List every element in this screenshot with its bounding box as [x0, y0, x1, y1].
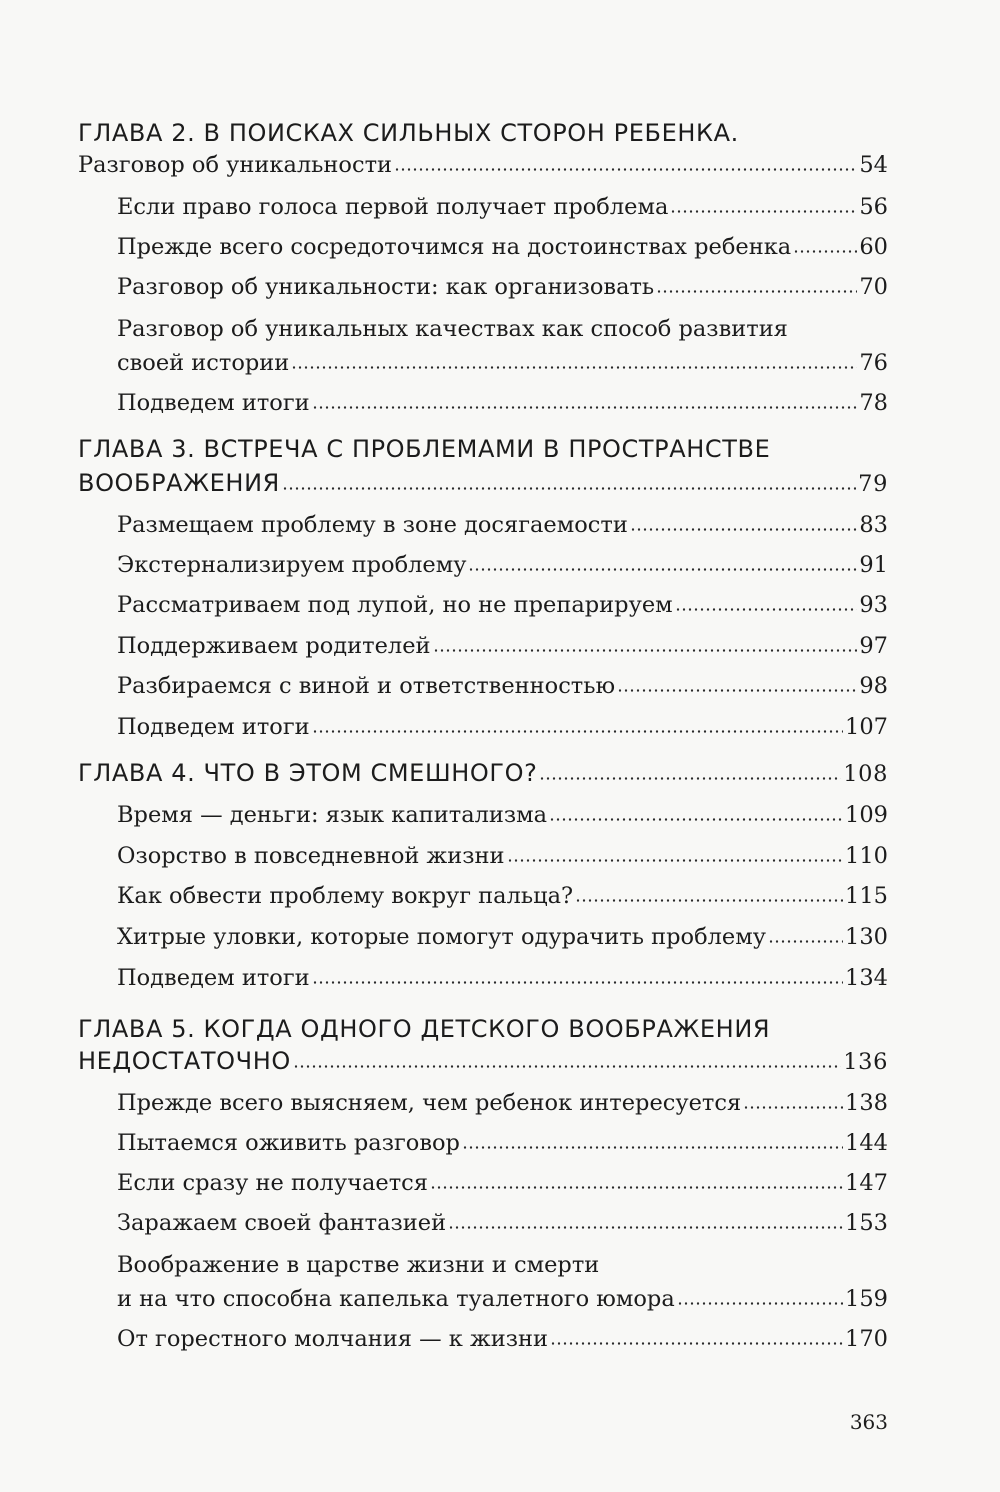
entry-title: Подведем итоги — [117, 714, 310, 740]
entry-title: Поддерживаем родителей — [117, 633, 431, 659]
page-number: 54 — [859, 152, 888, 178]
dot-leader — [462, 1146, 843, 1149]
page-number: 130 — [845, 924, 888, 950]
dot-leader — [507, 859, 844, 862]
entry-title: Подведем итоги — [117, 390, 310, 416]
page-number: 83 — [859, 512, 888, 538]
page-number: 134 — [845, 965, 888, 991]
entry-title: Заражаем своей фантазией — [117, 1210, 447, 1236]
entry-title: Разговор об уникальности: как организовать — [117, 274, 655, 300]
toc-entry — [117, 588, 888, 622]
page-number: 144 — [845, 1130, 888, 1156]
dot-leader — [677, 1302, 843, 1305]
toc-entry — [117, 629, 888, 663]
dot-leader — [656, 290, 857, 293]
entry-title: Подведем итоги — [117, 965, 310, 991]
dot-leader — [768, 940, 843, 943]
toc-entry — [78, 148, 888, 182]
dot-leader — [293, 1065, 841, 1068]
entry-title: Как обвести проблему вокруг пальца? — [117, 883, 574, 909]
toc-entry — [117, 1322, 888, 1356]
page-number: 98 — [859, 673, 888, 699]
entry-title: Прежде всего выясняем, чем ребенок интересуется — [117, 1090, 742, 1116]
dot-leader — [550, 1342, 843, 1345]
dot-leader — [282, 487, 856, 490]
entry-title: своей истории — [117, 350, 290, 376]
page-number: 107 — [845, 714, 888, 740]
dot-leader — [630, 528, 858, 531]
toc-entry — [117, 1166, 888, 1200]
chapter-title: ВООБРАЖЕНИЯ — [78, 469, 280, 497]
page-number: 78 — [859, 390, 888, 416]
toc-entry — [117, 508, 888, 542]
toc-entry — [117, 839, 888, 873]
page-number: 93 — [859, 592, 888, 618]
dot-leader — [670, 210, 857, 213]
toc-entry — [117, 548, 888, 582]
toc-entry — [117, 190, 888, 224]
toc-entry — [117, 1086, 888, 1120]
page-number: 109 — [845, 802, 888, 828]
toc-entry — [117, 1282, 888, 1316]
entry-title: и на что способна капелька туалетного юмора — [117, 1286, 675, 1312]
chapter-5-heading — [78, 1012, 888, 1046]
page-folio: 363 — [849, 1410, 888, 1434]
page-number: 108 — [843, 761, 888, 787]
toc-entry — [117, 961, 888, 995]
entry-title: Разбираемся с виной и ответственностью — [117, 673, 616, 699]
chapter-title: ГЛАВА 5. КОГДА ОДНОГО ДЕТСКОГО ВООБРАЖЕНИЯ — [78, 1015, 771, 1043]
page-number: 138 — [845, 1090, 888, 1116]
page-number: 97 — [859, 633, 888, 659]
chapter-5-heading-line2 — [78, 1044, 888, 1078]
chapter-title: ГЛАВА 2. В ПОИСКАХ СИЛЬНЫХ СТОРОН РЕБЕНКА. — [78, 119, 739, 147]
dot-leader — [675, 608, 858, 611]
dot-leader — [575, 899, 843, 902]
toc-entry — [117, 879, 888, 913]
entry-title: От горестного молчания — к жизни — [117, 1326, 548, 1352]
entry-title: Озорство в повседневной жизни — [117, 843, 505, 869]
entry-title: Экстернализируем проблему — [117, 552, 467, 578]
entry-title: Прежде всего сосредоточимся на достоинствах ребенка — [117, 234, 792, 260]
page-number: 56 — [859, 194, 888, 220]
toc-entry — [117, 346, 888, 380]
entry-title: Время — деньги: язык капитализма — [117, 802, 548, 828]
toc-entry — [117, 798, 888, 832]
dot-leader — [433, 649, 858, 652]
toc-entry — [117, 1206, 888, 1240]
toc-entry — [117, 230, 888, 264]
toc-entry — [117, 669, 888, 703]
toc-entry — [117, 270, 888, 304]
toc-entry — [117, 386, 888, 420]
chapter-title: ГЛАВА 4. ЧТО В ЭТОМ СМЕШНОГО? — [78, 759, 538, 787]
page-number: 159 — [845, 1286, 888, 1312]
chapter-3-heading — [78, 432, 888, 466]
toc-entry — [117, 1126, 888, 1160]
page-number: 147 — [845, 1170, 888, 1196]
dot-leader — [617, 689, 857, 692]
page-number: 170 — [845, 1326, 888, 1352]
chapter-2-heading — [78, 116, 888, 150]
page-number: 115 — [845, 883, 888, 909]
dot-leader — [312, 981, 843, 984]
dot-leader — [291, 366, 857, 369]
dot-leader — [793, 250, 857, 253]
chapter-title: ГЛАВА 3. ВСТРЕЧА С ПРОБЛЕМАМИ В ПРОСТРАНСТВЕ — [78, 435, 771, 463]
chapter-title: НЕДОСТАТОЧНО — [78, 1047, 291, 1075]
page-number: 79 — [858, 471, 888, 497]
entry-title: Размещаем проблему в зоне досягаемости — [117, 512, 628, 538]
toc-entry-line1 — [117, 1248, 888, 1282]
dot-leader — [430, 1186, 843, 1189]
page-number: 136 — [843, 1049, 888, 1075]
dot-leader — [394, 168, 857, 171]
entry-title: Хитрые уловки, которые помогут одурачить проблему — [117, 924, 766, 950]
entry-title: Пытаемся оживить разговор — [117, 1130, 460, 1156]
dot-leader — [743, 1106, 843, 1109]
entry-title: Воображение в царстве жизни и смерти — [117, 1252, 600, 1278]
chapter-3-heading-line2 — [78, 466, 888, 500]
entry-title: Рассматриваем под лупой, но не препарируем — [117, 592, 673, 618]
entry-title: Разговор об уникальных качествах как способ развития — [117, 316, 788, 342]
dot-leader — [312, 730, 843, 733]
toc-entry — [117, 920, 888, 954]
toc-entry — [117, 710, 888, 744]
entry-title: Разговор об уникальности — [78, 152, 393, 178]
entry-title: Если право голоса первой получает проблема — [117, 194, 669, 220]
chapter-4-heading — [78, 756, 888, 790]
page-number: 153 — [845, 1210, 888, 1236]
page-number: 60 — [859, 234, 888, 260]
page-number: 70 — [859, 274, 888, 300]
dot-leader — [468, 568, 857, 571]
dot-leader — [549, 818, 843, 821]
page-number: 110 — [845, 843, 888, 869]
entry-title: Если сразу не получается — [117, 1170, 428, 1196]
dot-leader — [539, 777, 841, 780]
page-number: 91 — [859, 552, 888, 578]
toc-entry-line1 — [117, 312, 888, 346]
page-number: 76 — [859, 350, 888, 376]
dot-leader — [448, 1226, 843, 1229]
dot-leader — [312, 406, 858, 409]
